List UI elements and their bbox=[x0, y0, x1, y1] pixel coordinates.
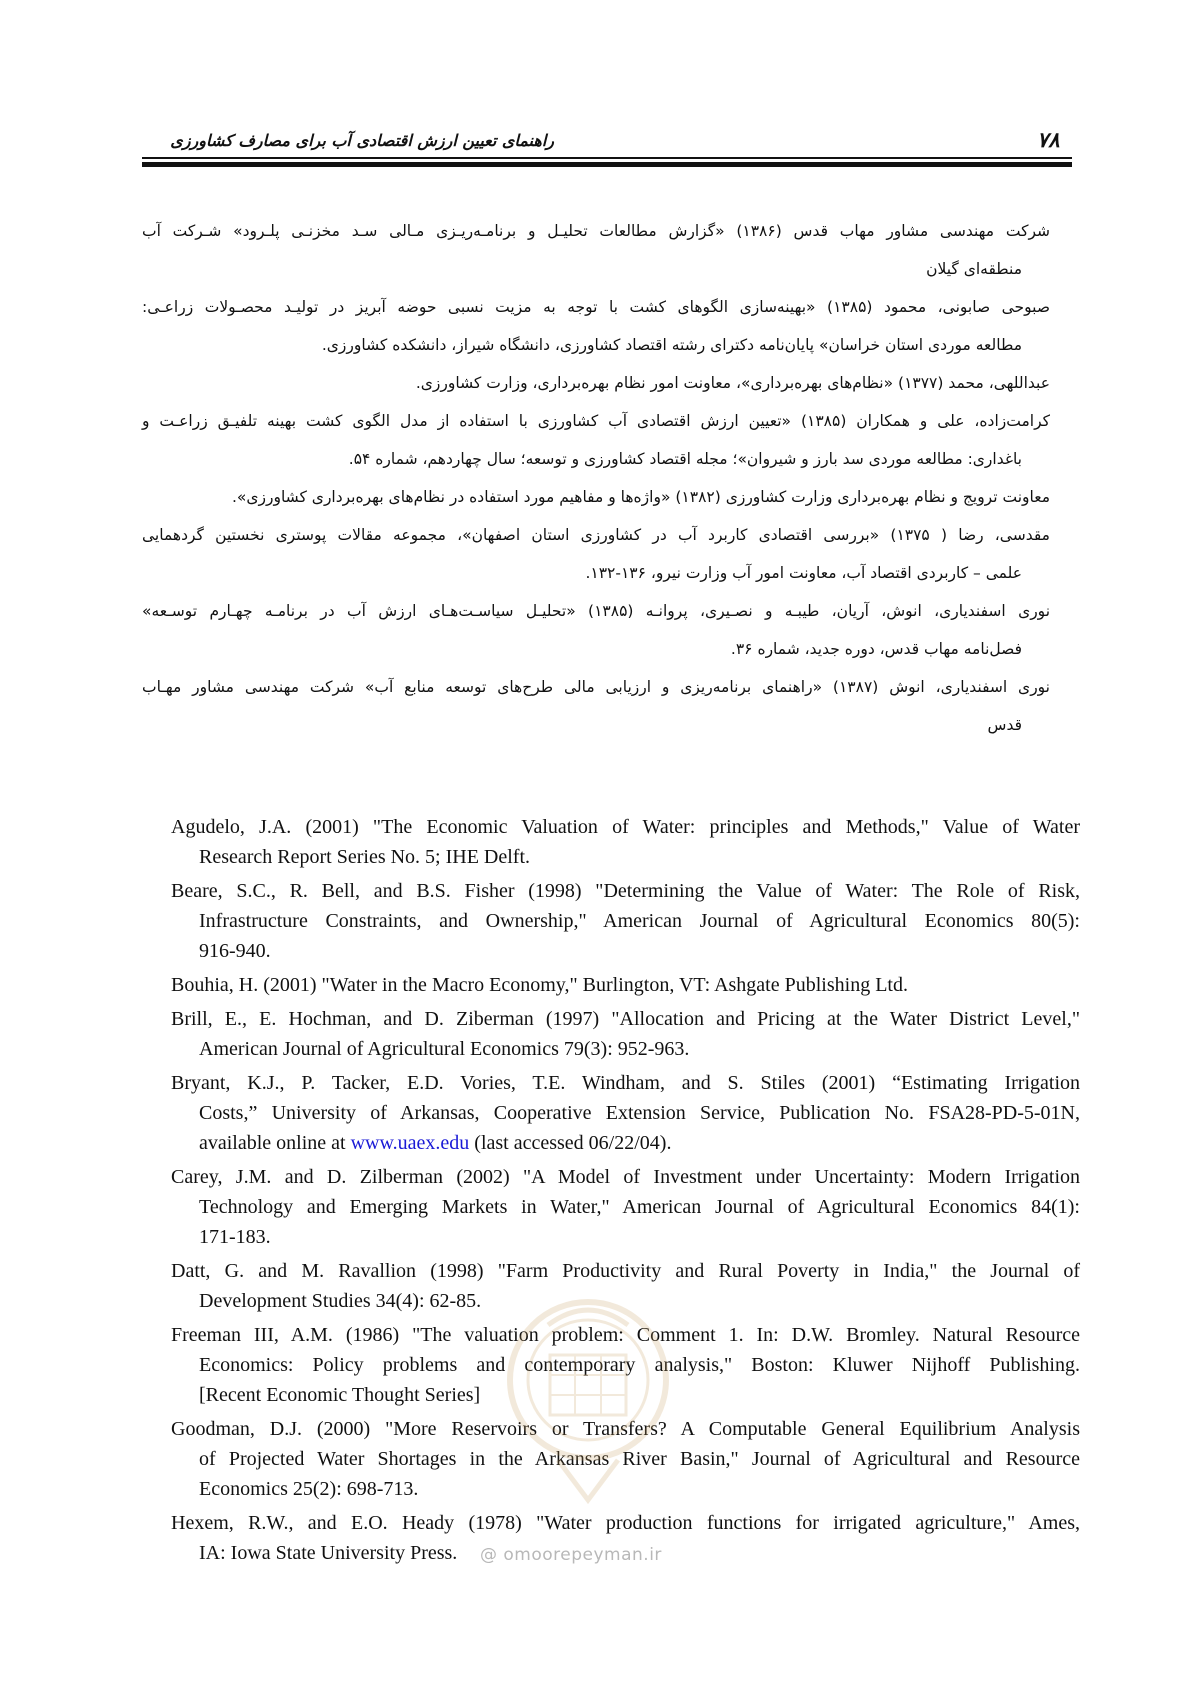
reference-line: Hexem, R.W., and E.O. Heady (1978) "Water production functions for irrigated agriculture," Ames, bbox=[171, 1512, 1080, 1534]
reference-line: کرامت‌زاده، علی و همکاران (۱۳۸۵) «تعیین ارزش اقتصادی آب کشاورزی با استفاده از مدل الگوی کشت بهینه تلفیـق زراعـت و bbox=[142, 412, 1050, 430]
header-rule-thick bbox=[142, 162, 1072, 167]
english-reference-item bbox=[171, 970, 1080, 1000]
reference-line: Bouhia, H. (2001) "Water in the Macro Economy," Burlington, VT: Ashgate Publishing Ltd. bbox=[171, 974, 908, 996]
reference-line-continued: 916-940. bbox=[199, 940, 271, 962]
reference-line: Bryant, K.J., P. Tacker, E.D. Vories, T.E. Windham, and S. Stiles (2001) “Estimating Irrigation bbox=[171, 1072, 1080, 1094]
reference-line: Brill, E., E. Hochman, and D. Ziberman (1997) "Allocation and Pricing at the Water District Level," bbox=[171, 1008, 1080, 1030]
page-number: ۷۸ bbox=[1037, 127, 1060, 152]
reference-line: Agudelo, J.A. (2001) "The Economic Valuation of Water: principles and Methods," Value of Water bbox=[171, 816, 1080, 838]
reference-line: عبداللهی، محمد (۱۳۷۷) «نظام‌های بهره‌برداری»، معاونت امور نظام بهره‌برداری، وزارت کشاورزی. bbox=[415, 374, 1050, 392]
reference-line-continued: Development Studies 34(4): 62-85. bbox=[199, 1290, 482, 1312]
reference-line-continued: فصل‌نامه مهاب قدس، دوره جدید، شماره ۳۶. bbox=[730, 640, 1022, 658]
persian-reference-item bbox=[142, 402, 1050, 478]
english-reference-item bbox=[171, 1068, 1080, 1158]
reference-line-continued: 171-183. bbox=[199, 1226, 271, 1248]
reference-line: معاونت ترویج و نظام بهره‌برداری وزارت کشاورزی (۱۳۸۲) «واژه‌ها و مفاهیم مورد استفاده در نظام‌های بهره‌برداری کشاورزی». bbox=[231, 488, 1050, 506]
english-reference-item bbox=[171, 1162, 1080, 1252]
persian-reference-item bbox=[142, 212, 1050, 288]
persian-references bbox=[142, 212, 1050, 744]
reference-line: Datt, G. and M. Ravallion (1998) "Farm Productivity and Rural Poverty in India," the Journal of bbox=[171, 1260, 1080, 1282]
reference-line-continued: Research Report Series No. 5; IHE Delft. bbox=[199, 846, 531, 868]
running-header-title: راهنمای تعیین ارزش اقتصادی آب برای مصارف کشاورزی bbox=[170, 131, 554, 150]
persian-reference-item bbox=[142, 364, 1050, 402]
reference-line-continued: Technology and Emerging Markets in Water," American Journal of Agricultural Economics 84(1): bbox=[199, 1196, 1080, 1218]
reference-line-continued: [Recent Economic Thought Series] bbox=[199, 1384, 481, 1406]
reference-line-continued: American Journal of Agricultural Economics 79(3): 952-963. bbox=[199, 1038, 690, 1060]
reference-line-continued: قدس bbox=[987, 716, 1022, 734]
reference-line: Goodman, D.J. (2000) "More Reservoirs or Transfers? A Computable General Equilibrium Analysis bbox=[171, 1418, 1080, 1440]
reference-url-link[interactable]: www.uaex.edu bbox=[350, 1132, 470, 1154]
reference-line-continued: مطالعه موردی استان خراسان» پایان‌نامه دکترای رشته اقتصاد کشاورزی، دانشگاه شیراز، دانشکده کشاورزی. bbox=[321, 336, 1022, 354]
reference-line: نوری اسفندیاری، انوش (۱۳۸۷) «راهنمای برنامه‌ریزی و ارزیابی مالی طرح‌های توسعه منابع آب» شرکت مهندسی مشاور مهـاب bbox=[142, 678, 1050, 696]
reference-line: Carey, J.M. and D. Zilberman (2002) "A Model of Investment under Uncertainty: Modern Irrigation bbox=[171, 1166, 1080, 1188]
reference-line-continued: Economics: Policy problems and contemporary analysis," Boston: Kluwer Nijhoff Publishing. bbox=[199, 1354, 1080, 1376]
reference-line: Beare, S.C., R. Bell, and B.S. Fisher (1998) "Determining the Value of Water: The Role of Risk, bbox=[171, 880, 1080, 902]
reference-line: نوری اسفندیاری، انوش، آریان، طیبـه و نصـیری، پروانـه (۱۳۸۵) «تحلیـل سیاسـت‌هـای ارزش آب در برنامـه چهـارم توسـعه» bbox=[142, 602, 1051, 620]
reference-line-continued bbox=[171, 1128, 1080, 1158]
reference-line: مقدسی، رضا ( ۱۳۷۵) «بررسی اقتصادی کاربرد آب در کشاورزی استان اصفهان»، مجموعه مقالات پوستری نخستین گردهمایی bbox=[142, 526, 1050, 544]
reference-text: (last accessed 06/22/04). bbox=[469, 1132, 672, 1154]
header-rule-thin bbox=[142, 157, 1072, 159]
english-reference-item bbox=[171, 1004, 1080, 1064]
reference-line: Freeman III, A.M. (1986) "The valuation problem: Comment 1. In: D.W. Bromley. Natural Resource bbox=[171, 1324, 1080, 1346]
persian-reference-item bbox=[142, 592, 1050, 668]
reference-line: صبوحی صابونی، محمود (۱۳۸۵) «بهینه‌سازی الگوهای کشت با توجه به مزیت نسبی حوضه آبریز در تولیـد محصـولات زراعـی: bbox=[142, 298, 1050, 316]
reference-line: شرکت مهندسی مشاور مهاب قدس (۱۳۸۶) «گزارش مطالعات تحلیـل و برنامـه‌ریـزی مـالی سـد مخزنـی پلـرود» شـرکت آب bbox=[142, 222, 1050, 240]
english-reference-item bbox=[171, 812, 1080, 872]
persian-reference-item bbox=[142, 668, 1050, 744]
english-reference-item bbox=[171, 876, 1080, 966]
watermark-seal-icon bbox=[488, 1285, 688, 1525]
reference-line-continued: Costs,” University of Arkansas, Cooperative Extension Service, Publication No. FSA28-PD-5-01N, bbox=[199, 1102, 1080, 1124]
reference-line-continued: of Projected Water Shortages in the Arkansas River Basin," Journal of Agricultural and Resource bbox=[199, 1448, 1080, 1470]
reference-line-continued: IA: Iowa State University Press. bbox=[199, 1542, 458, 1564]
reference-line-continued: علمی – کاربردی اقتصاد آب، معاونت امور آب وزارت نیرو، ۱۳۶-۱۳۲. bbox=[585, 564, 1022, 582]
persian-reference-item bbox=[142, 516, 1050, 592]
watermark-text: @ omoorepeyman.ir bbox=[480, 1545, 662, 1565]
reference-line-continued: منطقه‌ای گیلان bbox=[926, 260, 1022, 278]
reference-line-continued: باغداری: مطالعه موردی سد بارز و شیروان»؛ مجله اقتصاد کشاورزی و توسعه؛ سال چهاردهم، شماره ۵۴. bbox=[348, 450, 1022, 468]
reference-line-continued: Infrastructure Constraints, and Ownership," American Journal of Agricultural Economics 80(5): bbox=[199, 910, 1080, 932]
reference-line-continued: Economics 25(2): 698-713. bbox=[199, 1478, 419, 1500]
persian-reference-item bbox=[142, 288, 1050, 364]
reference-text: available online at bbox=[199, 1132, 351, 1154]
persian-reference-item bbox=[142, 478, 1050, 516]
